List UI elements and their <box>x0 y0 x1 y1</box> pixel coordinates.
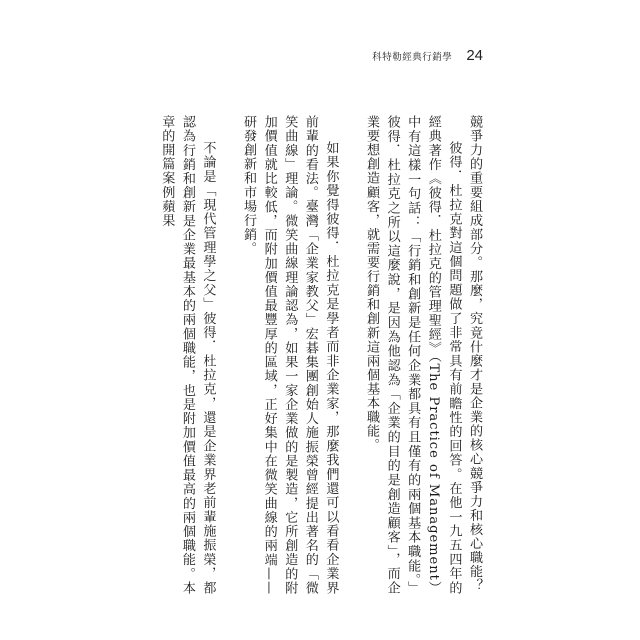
page-number: 24 <box>466 47 483 64</box>
running-header <box>372 47 483 64</box>
paragraph-3: 如果你覺得彼得．杜拉克是學者而非企業家，那麼我們還可以看看企業界前輩的看法。臺灣「企業家教父」宏碁集團創始人施振榮曾經提出著名的「微笑曲線」理論。微笑曲線理論認為，如果一家企業做的是製造，它所創造的附加價值就比較低，而附加價值最豐厚的區域，正好集中在微笑曲線的兩端——研發創新和市場行銷。 <box>241 115 339 595</box>
book-title: 科特勒經典行銷學 <box>372 52 453 63</box>
paragraph-4: 不論是「現代管理學之父」彼得．杜拉克，還是企業界老前輩施振榮，都認為行銷和創新是企業最基本的兩個職能，也是附加價值最高的兩個職能。本章的開篇案例蘋果 <box>159 115 216 595</box>
paragraph-1: 競爭力的重要組成部分。那麼，究竟什麼才是企業的核心競爭力和核心職能？ <box>467 115 482 593</box>
paragraph-2: 彼得．杜拉克對這個問題做了非常具有前瞻性的回答。在他一九五四年的經典著作《彼得．杜拉克的管理聖經》（The Practice of Management）中有這樣一句話：「行銷和創新是任何企業都具有且僅有的兩個基本職能。」彼得．杜拉克之所以這麼說，是因為他認為「企業的目的是創造顧客」，而企業要想創造顧客，就需要行銷和創新這兩個基本職能。 <box>364 115 462 595</box>
vertical-body-text <box>154 115 484 595</box>
